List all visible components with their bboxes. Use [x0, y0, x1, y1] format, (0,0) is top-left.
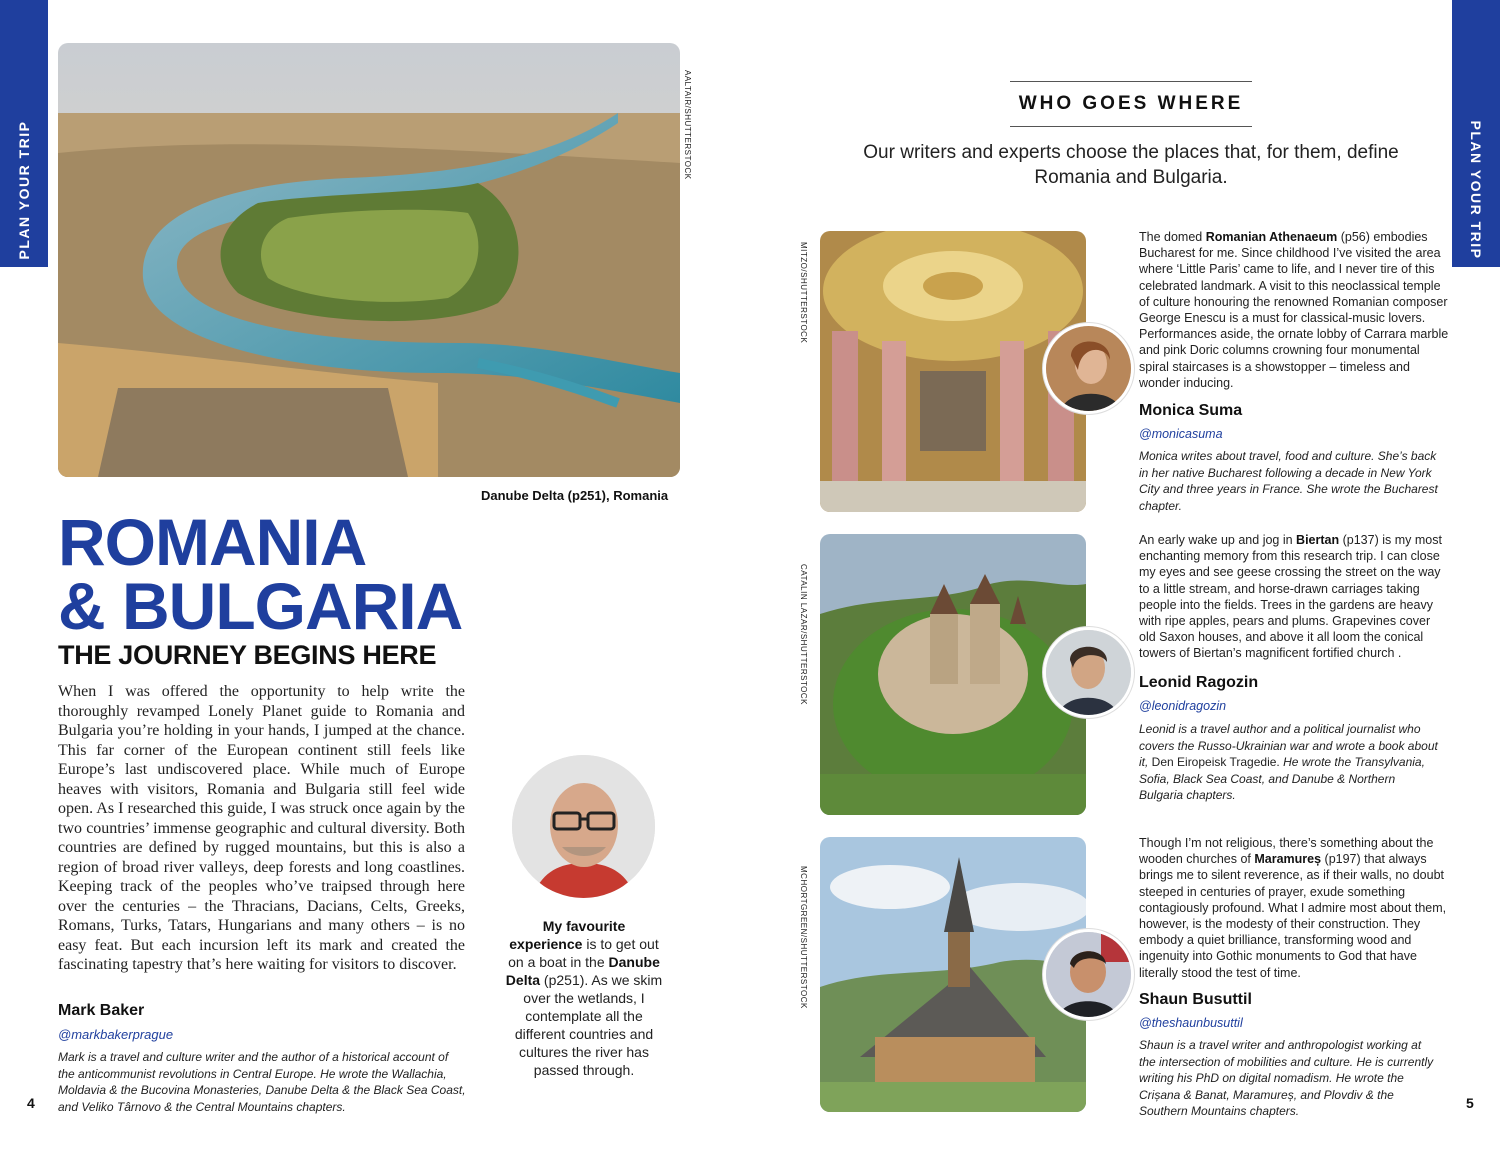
favourite-lead: My favourite experience [509, 918, 626, 952]
title-line-1: ROMANIA [58, 505, 367, 579]
story-text: An early wake up and jog in [1139, 533, 1297, 547]
shaun-avatar [1043, 929, 1134, 1020]
author-avatar [512, 755, 655, 898]
side-tab-left [0, 0, 48, 267]
story-text: (p137) is my most enchanting memory from this research trip. I can close my eyes and see geese crossing the street on the way to a little stream, and horse-drawn carriages taking people into the fields. Trees in the gardens are heavy with ripe apples, pears and plums. Grapevines cover old Saxon houses, and above it all loom the conical towers of Biertan’s magnificent fortified church . [1139, 533, 1442, 661]
writer-name-leonid: Leonid Ragozin [1139, 674, 1259, 691]
danube-delta-photo [58, 43, 680, 477]
writer-bio-leonid [1139, 721, 1439, 804]
story-text: (p56) embodies Bucharest for me. Since childhood I’ve visited the area where ‘Little Paris’ came to life, and I never tire of this celebrated landmark. A visit to this neoclassical temple of culture honouring the renowned Romanian composer George Enescu is a must for classical-music lovers. Performances aside, the ornate lobby of Carrara marble and pink Doric columns crowning four monumental spiral staircases is a showstopper – timeless and wonder inducing. [1139, 230, 1449, 390]
athenaeum-story [1139, 229, 1449, 391]
header-rule-bottom [1010, 126, 1252, 127]
favourite-place: Danube Delta [505, 954, 660, 988]
story-place: Maramureș [1254, 852, 1322, 867]
hero-photo-credit: AALTAIR/SHUTTERSTOCK [683, 70, 692, 180]
writer-handle-leonid[interactable]: @leonidragozin [1139, 699, 1227, 713]
page-number-right: 5 [1466, 1095, 1474, 1111]
favourite-experience [505, 917, 663, 1079]
who-goes-where-subtitle: Our writers and experts choose the places that, for them, define Romania and Bulgaria. [863, 142, 1399, 188]
bio-book-title: Den Eiropeisk Tragedie. [1151, 755, 1280, 769]
author-handle-link[interactable]: @markbakerprague [58, 1027, 174, 1042]
story-text: Though I’m not religious, there’s something about the wooden churches of [1139, 836, 1434, 867]
maramures-story [1139, 835, 1449, 981]
story-text: The domed [1139, 230, 1206, 244]
header-rule-top [1010, 81, 1252, 82]
writer-name-shaun: Shaun Busuttil [1139, 991, 1252, 1008]
writer-handle-shaun[interactable]: @theshaunbusuttil [1139, 1016, 1243, 1030]
favourite-text-2: (p251). As we skim over the wetlands, I contemplate all the different countries and cultures the river has passed through. [514, 972, 663, 1078]
author-name: Mark Baker [58, 1002, 145, 1019]
biertan-photo-credit: CATALIN LAZAR/SHUTTERSTOCK [799, 564, 808, 706]
writer-bio-monica: Monica writes about travel, food and culture. She’s back in her native Bucharest following a decade in New York City and three years in France. She wrote the Bucharest chapter. [1139, 449, 1438, 513]
athenaeum-photo-credit: MITZO/SHUTTERSTOCK [799, 242, 808, 344]
monica-avatar [1043, 323, 1134, 414]
bio-text: Leonid is a travel author and a political journalist who covers the Russo-Ukrainian war and wrote a book about it, [1139, 722, 1438, 769]
story-place: Biertan [1296, 533, 1340, 547]
bio-text: He wrote the Transylvania, Sofia, Black Sea Coast, and Danube & Northern Bulgaria chapters. [1139, 755, 1425, 802]
maramures-photo-credit: MCHORTGREEN/SHUTTERSTOCK [799, 866, 808, 1009]
side-tab-label: PLAN YOUR TRIP [1468, 120, 1484, 260]
page-title [58, 505, 463, 643]
leonid-avatar [1043, 627, 1134, 718]
who-goes-where-title: WHO GOES WHERE [1018, 93, 1244, 114]
writer-name-monica: Monica Suma [1139, 402, 1243, 419]
favourite-text-1: is to get out on a boat in the [508, 936, 659, 970]
story-text: (p197) that always brings me to silent reverence, as if their walls, no doubt steeped in centuries of prayer, exude something contagiously profound. What I admire most about them, however, is the modesty of their construction. They embody a quiet brilliance, transforming wood and ingenuity into Gothic monuments to God that have literally stood the test of time. [1139, 852, 1447, 980]
biertan-story [1139, 532, 1449, 662]
story-place: Romanian Athenaeum [1205, 230, 1338, 244]
side-tab-right [1452, 0, 1500, 267]
author-bio: Mark is a travel and culture writer and the author of a historical account of the anticommunist revolutions in Central Europe. He wrote the Wallachia, Moldavia & the Bucovina Monasteries, Danube Delta & the Black Sea Coast, and Veliko Târnovo & the Central Mountains chapters. [58, 1050, 466, 1114]
page-number-left: 4 [27, 1095, 35, 1111]
writer-handle-monica[interactable]: @monicasuma [1139, 427, 1223, 441]
page-subtitle: THE JOURNEY BEGINS HERE [58, 640, 437, 670]
title-line-2: & BULGARIA [58, 569, 463, 643]
intro-paragraph: When I was offered the opportunity to help write the thoroughly revamped Lonely Planet guide to Romania and Bulgaria you’re holding in your hands, I jumped at the chance. This far corner of the European continent still feels like Europe’s last undiscovered place. While much of Europe heaves with visitors, Romania and Bulgaria still feel wide open. As I researched this guide, I was struck once again by the two countries’ immense geographic and cultural diversity. Both countries are defined by rugged mountains, but this is also a region of broad river valleys, deep forests and long coastlines. Keeping track of the peoples who’ve traipsed through here over the centuries – the Thracians, Dacians, Celts, Greeks, Romans, Turks, Tatars, Hungarians and many others – is no easy feat. But each incursion left its mark and created the fascinating tapestry that’s here waiting for visitors to discover. [58, 683, 465, 973]
writer-bio-shaun: Shaun is a travel writer and anthropologist working at the intersection of mobilities and culture. He is currently writing his PhD on digital nomadism. He wrote the Crișana & Banat, Maramureș, and Plovdiv & the Southern Mountains chapters. [1139, 1038, 1434, 1118]
side-tab-label: PLAN YOUR TRIP [16, 120, 32, 260]
hero-photo-caption: Danube Delta (p251), Romania [481, 488, 669, 503]
